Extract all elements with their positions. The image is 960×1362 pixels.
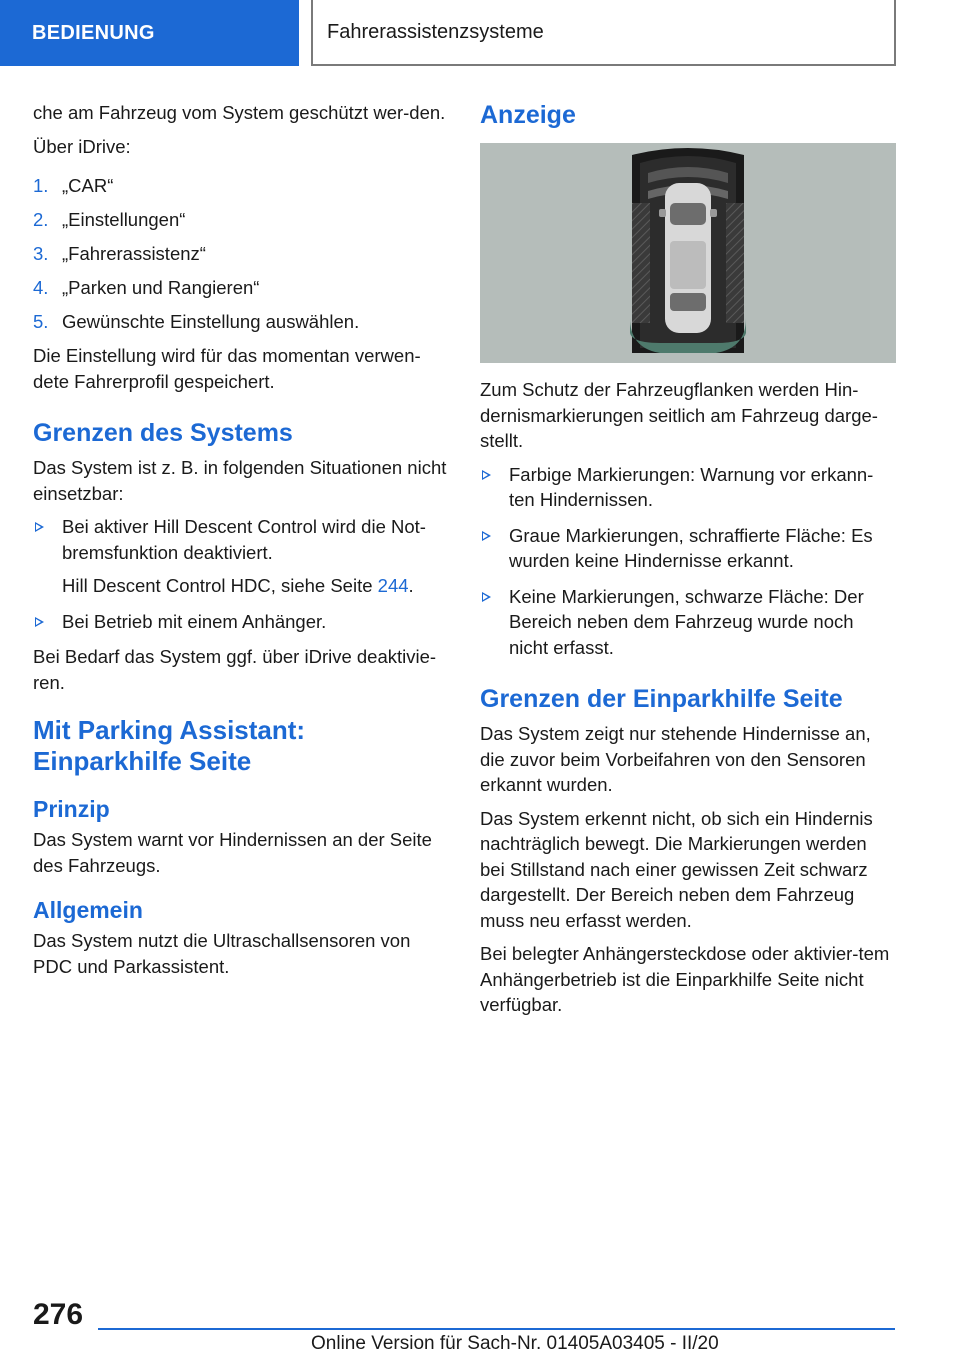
list-item — [33, 309, 447, 335]
page-number: 276 — [33, 1298, 84, 1331]
page-link[interactable]: 244 — [377, 575, 409, 596]
step-text: „CAR“ — [62, 175, 114, 196]
side-limits-heading: Grenzen der Einparkhilfe Seite — [480, 685, 843, 713]
display-bullets — [480, 462, 896, 661]
bullet-text: Farbige Markierungen: Warnung vor erkann-ten Hindernissen. — [509, 463, 874, 510]
cross-reference — [62, 573, 447, 599]
step-number: 3. — [33, 243, 49, 264]
bullet-text: Graue Markierungen, schraffierte Fläche: Es wurden keine Hindernisse erkannt. — [509, 524, 873, 571]
step-number: 4. — [33, 277, 49, 298]
main-heading — [33, 715, 447, 777]
main-heading-line2: Einparkhilfe Seite — [33, 746, 252, 776]
side-limits-paragraph-3: Bei belegter Anhängersteckdose oder aktivier-tem Anhängerbetrieb ist die Einparkhilfe Seite nicht verfügbar. — [480, 943, 890, 1015]
general-heading: Allgemein — [33, 897, 143, 923]
step-number: 5. — [33, 311, 49, 332]
footer-online-version: Online Version für Sach-Nr. 01405A03405 - II/20 — [311, 1333, 719, 1354]
bullet-triangle-icon — [482, 470, 491, 480]
cross-reference-text: Hill Descent Control HDC, siehe Seite — [62, 575, 378, 596]
chapter-title-label: Fahrerassistenzsysteme — [327, 20, 544, 43]
bullet-triangle-icon — [35, 617, 44, 627]
bullet-text: Bei aktiver Hill Descent Control wird die Not-bremsfunktion deaktiviert. — [62, 516, 426, 563]
limits-paragraph: Das System ist z. B. in folgenden Situationen nicht einsetzbar: — [33, 457, 447, 504]
step-text: „Fahrerassistenz“ — [62, 243, 206, 264]
idrive-intro: Über iDrive: — [33, 135, 131, 157]
general-paragraph: Das System nutzt die Ultraschallsensoren von PDC und Parkassistent. — [33, 930, 411, 977]
step-text: Gewünschte Einstellung auswählen. — [62, 311, 360, 332]
list-item — [480, 523, 896, 574]
list-item — [480, 462, 896, 513]
principle-paragraph: Das System warnt vor Hindernissen an der Seite des Fahrzeugs. — [33, 829, 432, 876]
right-column — [480, 100, 896, 1026]
list-item — [33, 609, 447, 635]
idrive-steps-list — [33, 173, 447, 335]
step-text: „Einstellungen“ — [62, 209, 186, 230]
main-heading-line1: Mit Parking Assistant: — [33, 715, 306, 745]
left-column — [33, 100, 447, 987]
list-item — [33, 241, 447, 267]
section-tab — [0, 0, 299, 66]
display-paragraph: Zum Schutz der Fahrzeugflanken werden Hin-dernismarkierungen seitlich am Fahrzeug darge-stellt. — [480, 379, 878, 451]
list-item — [480, 584, 896, 661]
side-limits-paragraph-2: Das System erkennt nicht, ob sich ein Hindernis nachträglich bewegt. Die Markierungen werden bei Stillstand nach einer gewissen Zeit schwarz dargestellt. Der Bereich neben dem Fahrzeug muss neu erfasst werden. — [480, 807, 873, 931]
list-item — [33, 275, 447, 301]
limits-bullets — [33, 514, 447, 634]
bullet-triangle-icon — [35, 522, 44, 532]
deactivate-note: Bei Bedarf das System ggf. über iDrive deaktivie-ren. — [33, 646, 437, 693]
bullet-triangle-icon — [482, 592, 491, 602]
bullet-text: Keine Markierungen, schwarze Fläche: Der Bereich neben dem Fahrzeug wurde noch nicht erfasst. — [509, 585, 864, 658]
car-top-view-icon — [480, 143, 896, 363]
chapter-title — [311, 0, 896, 66]
principle-heading: Prinzip — [33, 796, 110, 822]
step-text: „Parken und Rangieren“ — [62, 277, 260, 298]
bullet-text: Bei Betrieb mit einem Anhänger. — [62, 610, 327, 632]
footer-divider — [98, 1328, 895, 1330]
side-limits-paragraph-1: Das System zeigt nur stehende Hindernisse an, die zuvor beim Vorbeifahren von den Sensoren erkannt wurden. — [480, 723, 871, 795]
profile-note: Die Einstellung wird für das momentan verwen-dete Fahrerprofil gespeichert. — [33, 345, 421, 392]
step-number: 1. — [33, 175, 49, 196]
bullet-triangle-icon — [482, 531, 491, 541]
list-item — [33, 173, 447, 199]
parking-display-figure — [480, 143, 896, 363]
section-tab-label: BEDIENUNG — [32, 21, 155, 44]
list-item — [33, 207, 447, 233]
list-item — [33, 514, 447, 599]
display-heading: Anzeige — [480, 101, 576, 129]
intro-paragraph: che am Fahrzeug vom System geschützt wer-den. — [33, 102, 446, 123]
limits-heading: Grenzen des Systems — [33, 419, 293, 447]
cross-reference-end: . — [408, 575, 414, 596]
step-number: 2. — [33, 209, 49, 230]
